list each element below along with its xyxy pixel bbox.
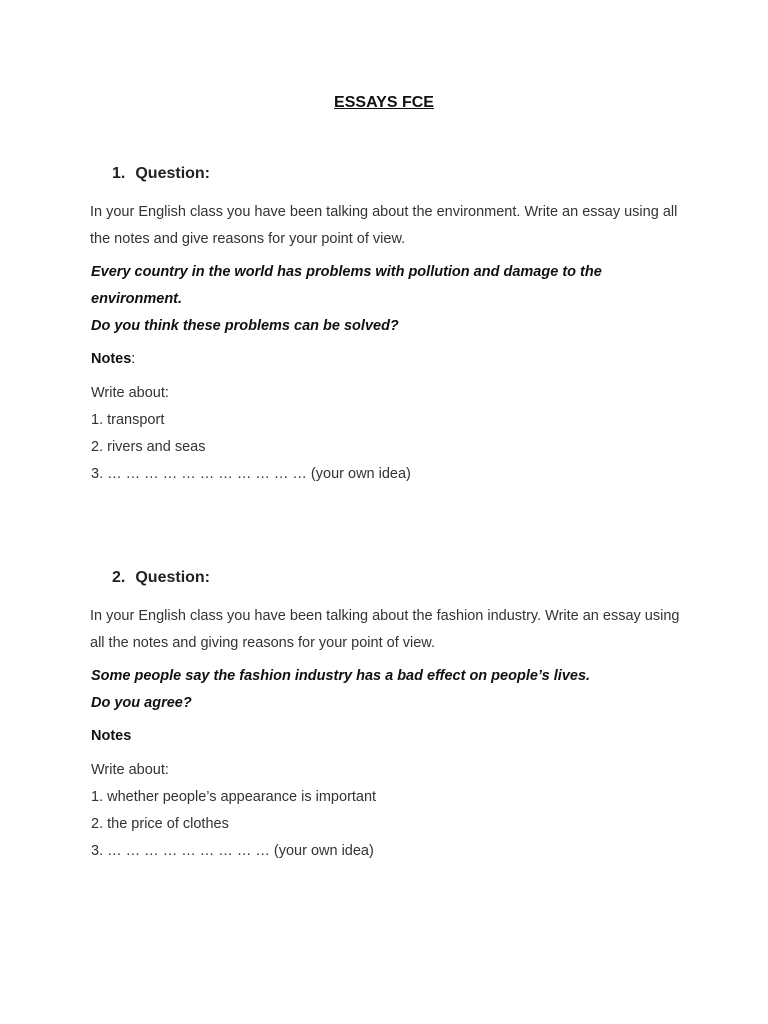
list-item: 3. … … … … … … … … … … … (your own idea) (91, 466, 411, 482)
question-label: Question: (135, 165, 211, 182)
question-number: 1. (112, 165, 126, 182)
question-2-section (90, 567, 690, 865)
prompt-line: Do you think these problems can be solved? (91, 318, 399, 334)
question-1-notes-label (91, 348, 690, 370)
notes-label-text: Notes (91, 351, 132, 367)
list-item: 1. whether people’s appearance is important (91, 789, 377, 805)
list-item: 1. transport (91, 412, 165, 428)
list-item: 3. … … … … … … … … … (your own idea) (91, 843, 374, 859)
question-1-notes-list (91, 380, 690, 488)
write-about-label: Write about: (91, 762, 169, 778)
notes-label-suffix: : (131, 351, 136, 367)
notes-label-text: Notes (91, 728, 132, 744)
question-2-notes-list (91, 757, 690, 865)
question-2-heading (112, 567, 690, 589)
prompt-line: Every country in the world has problems with pollution and damage to the environment. (91, 264, 602, 307)
question-label: Question: (135, 569, 211, 586)
prompt-line: Do you agree? (91, 695, 192, 711)
question-1-intro: In your English class you have been talking about the environment. Write an essay using all the notes and give reasons for your point of view. (90, 204, 678, 247)
question-1-section (90, 163, 690, 488)
question-1-prompt (91, 259, 651, 340)
question-2-notes-label (91, 725, 690, 747)
prompt-line: Some people say the fashion industry has a bad effect on people’s lives. (91, 668, 591, 684)
question-1-heading (112, 163, 690, 185)
list-item: 2. the price of clothes (91, 816, 229, 832)
document-title: ESSAYS FCE (334, 94, 434, 111)
question-number: 2. (112, 569, 126, 586)
write-about-label: Write about: (91, 385, 169, 401)
question-2-intro: In your English class you have been talking about the fashion industry. Write an essay using all the notes and giving reasons for your point of view. (90, 608, 680, 651)
list-item: 2. rivers and seas (91, 439, 206, 455)
question-2-prompt (91, 663, 651, 717)
